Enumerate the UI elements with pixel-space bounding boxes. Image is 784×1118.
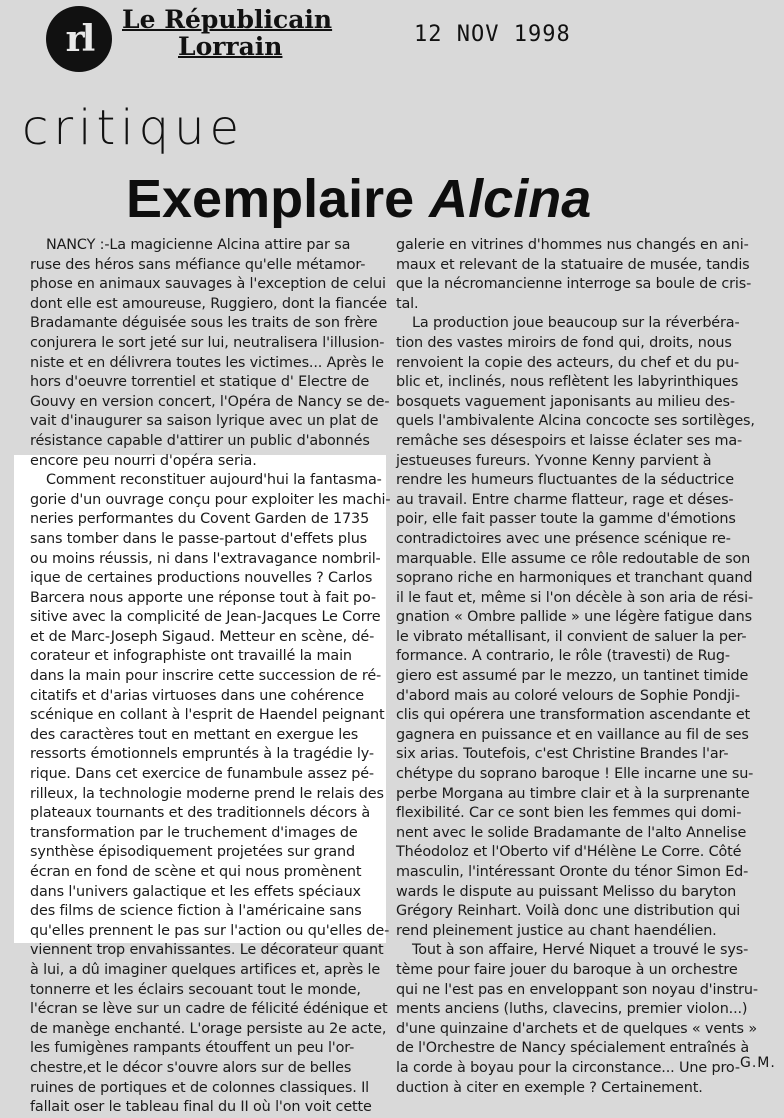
article-line: dans l'univers galactique et les effets spéciaux (30, 883, 361, 900)
article-line: qui ne l'est pas en enveloppant son noyau d'instru- (396, 981, 758, 998)
column1-paragraph-2 (30, 471, 391, 1118)
article-line: dans la main pour inscrire cette succession de ré- (30, 668, 382, 685)
article-line: le vibrato métallisant, il convient de saluer la per- (396, 628, 747, 645)
author-signature: G.M. (740, 1055, 776, 1071)
article-line: sans tomber dans le passe-partout d'effets plus (30, 530, 368, 547)
article-line: maux et relevant de la statuaire de musée, tandis (396, 256, 750, 273)
article-line: d'une quinzaine d'archets et de quelques « vents » (396, 1020, 757, 1037)
article-line: d'abord mais au coloré velours de Sophie Pondji- (396, 687, 740, 704)
article-line: des caractères tout en mettant en exergue les (30, 726, 359, 743)
article-line: résistance capable d'attirer un public d'abonnés (30, 432, 370, 449)
article-line: blic et, inclinés, nous reflètent les labyrinthiques (396, 374, 739, 391)
article-line: rendre les humeurs fluctuantes de la séductrice (396, 472, 734, 489)
newspaper-name-line1: Le Républicain (122, 5, 333, 34)
article-line: tonnerre et les éclairs secouant tout le monde, (30, 981, 361, 998)
article-line: phose en animaux sauvages à l'exception de celui (30, 276, 386, 293)
column2-paragraph-2 (396, 314, 762, 941)
article-line: Tout à son affaire, Hervé Niquet a trouvé le sys- (412, 942, 749, 959)
article-line: tal. (396, 295, 419, 312)
article-line: à lui, a dû imaginer quelques artifices et, après le (30, 961, 381, 978)
article-line: des films de science fiction à l'américaine sans (30, 903, 362, 920)
article-line: tion des vastes miroirs de fond qui, droits, nous (396, 334, 732, 351)
headline-italic: Alcina (429, 169, 592, 229)
newspaper-logo (46, 6, 112, 72)
article-line: ique de certaines productions nouvelles ? Carlos (30, 570, 373, 587)
article-line: rend pleinement justice au chant haendélien. (396, 922, 717, 939)
article-line: galerie en vitrines d'hommes nus changés en ani- (396, 237, 749, 253)
article-line: rilleux, la technologie moderne prend le relais des (30, 785, 384, 802)
article-line: les fumigènes rampants étouffent un peu l'or- (30, 1040, 355, 1057)
article-line: six arias. Toutefois, c'est Christine Brandes l'ar- (396, 746, 729, 763)
article-line: Grégory Reinhart. Voilà donc une distribution qui (396, 903, 741, 920)
date-stamp: 12 NOV 1998 (414, 22, 571, 47)
article-line: plateaux tournants et des traditionnels décors à (30, 805, 371, 822)
column2-paragraph-1 (396, 236, 762, 314)
article-line: tème pour faire jouer du baroque à un orchestre (396, 961, 738, 978)
newspaper-name-line2: Lorrain (178, 32, 283, 61)
article-line: perbe Morgana au timbre clair et à la surprenante (396, 785, 750, 802)
article-line: qu'elles prennent le pas sur l'action ou qu'elles de- (30, 922, 390, 939)
article-line: vait d'inaugurer sa saison lyrique avec un plat de (30, 413, 379, 430)
article-line: transformation par le truchement d'images de (30, 824, 358, 841)
article-line: encore peu nourri d'opéra seria. (30, 452, 257, 469)
logo-monogram: rl (65, 18, 93, 60)
article-line: chétype du soprano baroque ! Elle incarne une su- (396, 766, 754, 783)
article-line: hors d'oeuvre torrentiel et statique d' Electre de (30, 374, 370, 391)
article-line: citatifs et d'arias virtuoses dans une cohérence (30, 687, 365, 704)
article-line: niste et en délivrera toutes les victimes... Après le (30, 354, 384, 371)
article-line: corateur et infographiste ont travaillé la main (30, 648, 352, 665)
column1-paragraph-1 (30, 236, 388, 471)
article-line: de manège enchanté. L'orage persiste au 2e acte, (30, 1020, 387, 1037)
article-line: wards le dispute au puissant Melisso du baryton (396, 883, 737, 900)
article-line: ruines de portiques et de colonnes classiques. Il (30, 1079, 370, 1096)
article-line: ments anciens (luths, clavecins, premier violon...) (396, 1001, 748, 1018)
article-line: Gouvy en version concert, l'Opéra de Nancy se de- (30, 393, 390, 410)
newspaper-name (122, 6, 362, 60)
article-line: gorie d'un ouvrage conçu pour exploiter les machi- (30, 491, 391, 508)
article-line: quels l'ambivalente Alcina concocte ses sortilèges, (396, 413, 755, 430)
column2-paragraph-3 (396, 941, 762, 1098)
article-line: remâche ses désespoirs et laisse éclater ses ma- (396, 432, 743, 449)
article-line: synthèse épisodiquement projetées sur grand (30, 844, 356, 861)
article-line: l'écran se lève sur un cadre de félicité édénique et (30, 1001, 388, 1018)
article-line: contradictoires avec une présence scénique re- (396, 530, 731, 547)
article-line: poir, elle fait passer toute la gamme d'émotions (396, 511, 736, 528)
article-headline (126, 166, 591, 232)
article-line: il le faut et, même si l'on décèle à son aria de rési- (396, 589, 754, 606)
article-line: Barcera nous apporte une réponse tout à fait po- (30, 589, 376, 606)
article-line: jestueuses fureurs. Yvonne Kenny parvient à (396, 452, 712, 469)
article-line: La production joue beaucoup sur la réverbéra- (412, 315, 740, 332)
article-line: NANCY :-La magicienne Alcina attire par sa (46, 237, 351, 253)
article-line: au travail. Entre charme flatteur, rage et déses- (396, 491, 734, 508)
article-line: nent avec le solide Bradamante de l'alto Annelise (396, 824, 747, 841)
article-line: marquable. Elle assume ce rôle redoutable de son (396, 550, 751, 567)
article-line: dont elle est amoureuse, Ruggiero, dont la fiancée (30, 295, 387, 312)
article-line: flexibilité. Car ce sont bien les femmes qui domi- (396, 805, 742, 822)
headline-plain: Exemplaire (126, 169, 430, 229)
article-line: de l'Orchestre de Nancy spécialement entraînés à (396, 1040, 750, 1057)
article-line: Théodoloz et l'Oberto vif d'Hélène Le Corre. Côté (396, 844, 742, 861)
article-line: ou moins réussis, ni dans l'extravagance nombril- (30, 550, 381, 567)
article-line: rique. Dans cet exercice de funambule assez pé- (30, 766, 374, 783)
article-line: et de Marc-Joseph Sigaud. Metteur en scène, dé- (30, 628, 375, 645)
article-line: formance. A contrario, le rôle (travesti) de Rug- (396, 648, 730, 665)
article-line: gnation « Ombre pallide » une légère fatigue dans (396, 609, 752, 626)
article-line: que la nécromancienne interroge sa boule de cris- (396, 276, 752, 293)
article-line: conjurera le sort jeté sur lui, neutralisera l'illusion- (30, 334, 385, 351)
article-column-2 (396, 236, 762, 1098)
article-line: renvoient la copie des acteurs, du chef et du pu- (396, 354, 740, 371)
article-line: viennent trop envahissantes. Le décorateur quant (30, 942, 384, 959)
section-kicker: critique (22, 100, 245, 156)
article-line: gagnera en puissance et en vaillance au fil de ses (396, 726, 749, 743)
article-line: Bradamante déguisée sous les traits de son frère (30, 315, 378, 332)
article-line: scénique en collant à l'esprit de Haendel peignant (30, 707, 385, 724)
article-line: clis qui opérera une transformation ascendante et (396, 707, 751, 724)
article-line: duction à citer en exemple ? Certainement. (396, 1079, 703, 1096)
article-line: masculin, l'intéressant Oronte du ténor Simon Ed- (396, 864, 749, 880)
article-line: ressorts émotionnels empruntés à la tragédie ly- (30, 746, 374, 763)
article-line: fallait oser le tableau final du II où l'on voit cette (30, 1099, 372, 1116)
article-column-1 (30, 236, 391, 1118)
article-line: Comment reconstituer aujourd'hui la fantasma- (46, 472, 382, 489)
article-line: bosquets vaguement japonisants au milieu des- (396, 393, 735, 410)
article-line: giero est assumé par le mezzo, un tantinet timide (396, 668, 749, 685)
article-line: écran en fond de scène et qui nous promènent (30, 864, 362, 880)
article-line: sitive avec la complicité de Jean-Jacques Le Corre (30, 609, 381, 626)
article-line: neries performantes du Covent Garden de 1735 (30, 511, 370, 528)
article-line: la corde à boyau pour la circonstance... Une pro- (396, 1059, 740, 1076)
article-line: ruse des héros sans méfiance qu'elle métamor- (30, 256, 366, 273)
article-line: chestre,et le décor s'ouvre alors sur de belles (30, 1059, 352, 1076)
article-line: soprano riche en harmoniques et tranchant quand (396, 570, 753, 587)
